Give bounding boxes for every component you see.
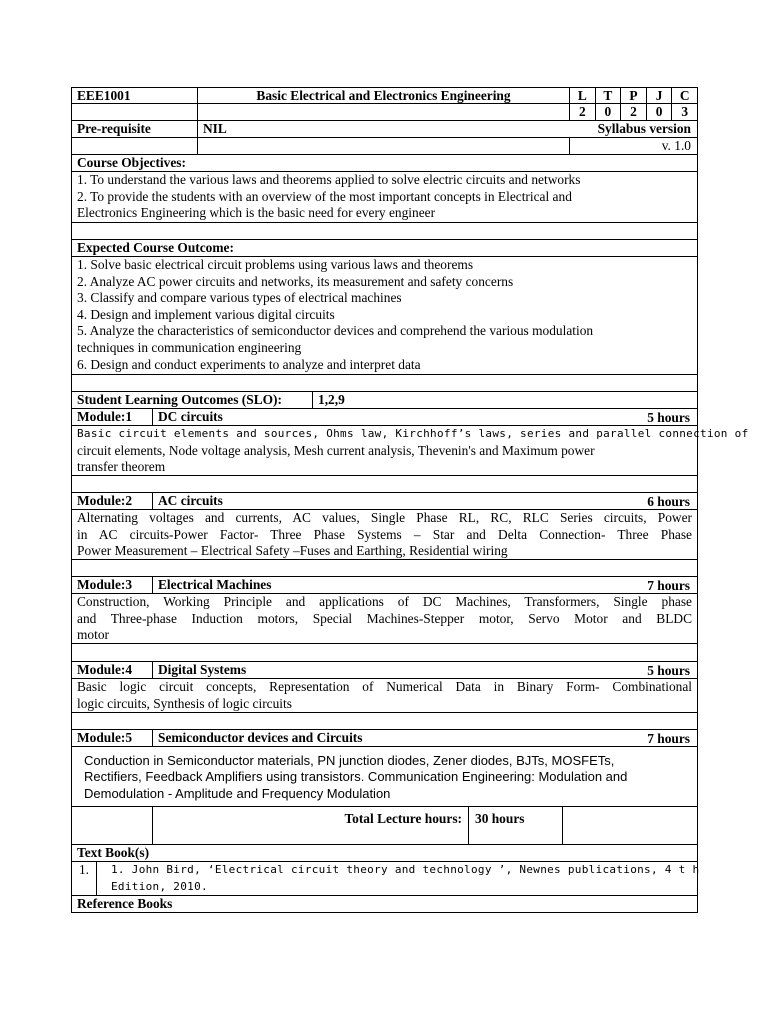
objective-line: 2. To provide the students with an overview of the most important concepts in Electrical and xyxy=(77,188,572,204)
textbook-line: Edition, 2010. xyxy=(111,879,208,893)
total-hours-value: 30 hours xyxy=(468,807,562,844)
outcome-line: 1. Solve basic electrical circuit problems using various laws and theorems xyxy=(77,257,474,272)
module-title: DC circuits xyxy=(152,409,452,425)
module-label: Module:1 xyxy=(77,409,133,424)
module-hours: 5 hours xyxy=(647,410,690,425)
module-title: Semiconductor devices and Circuits xyxy=(152,730,452,746)
textbooks-heading: Text Book(s) xyxy=(71,845,698,862)
outcome-line: 5. Analyze the characteristics of semiconductor devices and comprehend the various modulation xyxy=(77,323,594,339)
module-hours: 6 hours xyxy=(647,494,690,509)
module-3-body xyxy=(71,594,698,644)
ltpjc-value-p: 2 xyxy=(620,104,646,120)
spacer-row xyxy=(71,644,698,662)
module-title: Digital Systems xyxy=(152,662,452,678)
prerequisite-value: NIL xyxy=(197,121,569,137)
module-line: Demodulation - Amplitude and Frequency Modulation xyxy=(84,785,391,801)
spacer-row xyxy=(71,375,698,392)
prerequisite-row xyxy=(71,121,698,138)
slo-value: 1,2,9 xyxy=(312,392,432,408)
syllabus-version-row xyxy=(71,138,698,155)
module-line: in AC circuits-Power Factor- Three Phase Systems – Star and Delta Connection- Three Phase xyxy=(77,526,692,542)
module-2-header xyxy=(71,493,698,510)
module-line: Alternating voltages and currents, AC values, Single Phase RL, RC, RLC Series circuits, Power xyxy=(77,510,692,525)
module-line: Construction, Working Principle and applications of DC Machines, Transformers, Single phase xyxy=(77,594,692,609)
outcome-line: 2. Analyze AC power circuits and networks, its measurement and safety concerns xyxy=(77,273,514,289)
ltpjc-label-j: J xyxy=(646,88,672,103)
ltpjc-value-t: 0 xyxy=(595,104,621,120)
textbook-text xyxy=(96,862,700,895)
module-hours: 5 hours xyxy=(647,663,690,678)
blank-cell xyxy=(197,138,569,154)
syllabus-version-value: v. 1.0 xyxy=(569,138,697,154)
outcome-line: techniques in communication engineering xyxy=(77,339,302,355)
module-5-body xyxy=(71,747,698,807)
textbook-item xyxy=(71,862,698,896)
objective-line: 1. To understand the various laws and theorems applied to solve electric circuits and networks xyxy=(77,172,581,187)
reference-books-heading: Reference Books xyxy=(71,896,698,913)
ltpjc-value-j: 0 xyxy=(646,104,672,120)
module-2-body xyxy=(71,510,698,560)
module-line: logic circuits, Synthesis of logic circuits xyxy=(77,695,292,711)
objectives-body xyxy=(71,172,698,223)
outcome-line: 3. Classify and compare various types of electrical machines xyxy=(77,290,402,306)
syllabus-version-label: Syllabus version xyxy=(597,121,691,136)
slo-row xyxy=(71,392,698,409)
module-line: Rectifiers, Feedback Amplifiers using transistors. Communication Engineering: Modulation and xyxy=(84,769,628,785)
module-4-body xyxy=(71,679,698,713)
total-hours-label: Total Lecture hours: xyxy=(344,811,462,826)
ltpjc-value-l: 2 xyxy=(578,104,586,119)
module-title: Electrical Machines xyxy=(152,577,452,593)
ltpjc-label-c: C xyxy=(671,88,697,103)
outcomes-body xyxy=(71,257,698,375)
blank-cell xyxy=(197,104,569,120)
spacer-row xyxy=(71,713,698,730)
module-line: and Three-phase Induction motors, Special Machines-Stepper motor, Servo Motor and BLDC xyxy=(77,610,692,626)
module-label: Module:3 xyxy=(77,577,133,592)
module-title: AC circuits xyxy=(152,493,452,509)
module-line: Basic circuit elements and sources, Ohms law, Kirchhoff’s laws, series and parallel connection of xyxy=(77,427,749,440)
module-1-body xyxy=(71,426,749,476)
outcome-line: 4. Design and implement various digital circuits xyxy=(77,306,335,322)
cell-divider xyxy=(152,807,153,844)
textbook-number: 1. xyxy=(78,862,90,877)
module-line: transfer theorem xyxy=(77,459,166,475)
slo-label: Student Learning Outcomes (SLO): xyxy=(77,392,282,407)
outcomes-heading: Expected Course Outcome: xyxy=(71,240,698,257)
module-label: Module:2 xyxy=(77,493,133,508)
textbook-line: 1. John Bird, ‘Electrical circuit theory and technology ’, Newnes publications, 4 t h xyxy=(111,863,700,876)
module-1-header xyxy=(71,409,698,426)
module-3-header xyxy=(71,577,698,594)
objective-line: Electronics Engineering which is the basic need for every engineer xyxy=(77,205,436,221)
module-line: Basic logic circuit concepts, Representation of Numerical Data in Binary Form- Combinational xyxy=(77,679,692,694)
ltpjc-values xyxy=(569,104,697,120)
module-hours: 7 hours xyxy=(647,731,690,746)
module-label: Module:5 xyxy=(77,730,133,745)
spacer-row xyxy=(71,560,698,577)
ltpjc-label-l: L xyxy=(577,88,587,103)
module-line: Conduction in Semiconductor materials, PN junction diodes, Zener diodes, BJTs, MOSFETs, xyxy=(84,753,615,768)
ltpjc-label-t: T xyxy=(595,88,621,103)
outcome-line: 6. Design and conduct experiments to analyze and interpret data xyxy=(77,356,421,372)
module-line: motor xyxy=(77,627,109,643)
ltpjc-header xyxy=(569,88,697,103)
module-line: circuit elements, Node voltage analysis, Mesh current analysis, Thevenin's and Maximum power xyxy=(77,442,595,458)
total-hours-row xyxy=(71,807,698,845)
course-code: EEE1001 xyxy=(77,88,131,103)
ltpjc-value-c: 3 xyxy=(671,104,697,120)
ltpjc-values-row xyxy=(71,104,698,121)
module-line: Power Measurement – Electrical Safety –Fuses and Earthing, Residential wiring xyxy=(77,543,508,559)
module-4-header xyxy=(71,662,698,679)
spacer-row xyxy=(71,223,698,240)
module-label: Module:4 xyxy=(77,662,133,677)
syllabus-table xyxy=(71,87,749,913)
module-5-header xyxy=(71,730,698,747)
prerequisite-label: Pre-requisite xyxy=(77,121,151,136)
course-title: Basic Electrical and Electronics Engineering xyxy=(197,88,569,103)
ltpjc-label-p: P xyxy=(620,88,646,103)
objectives-heading: Course Objectives: xyxy=(71,155,698,172)
spacer-row xyxy=(71,476,698,493)
module-hours: 7 hours xyxy=(647,578,690,593)
header-row xyxy=(71,87,698,104)
cell-divider xyxy=(562,807,563,844)
